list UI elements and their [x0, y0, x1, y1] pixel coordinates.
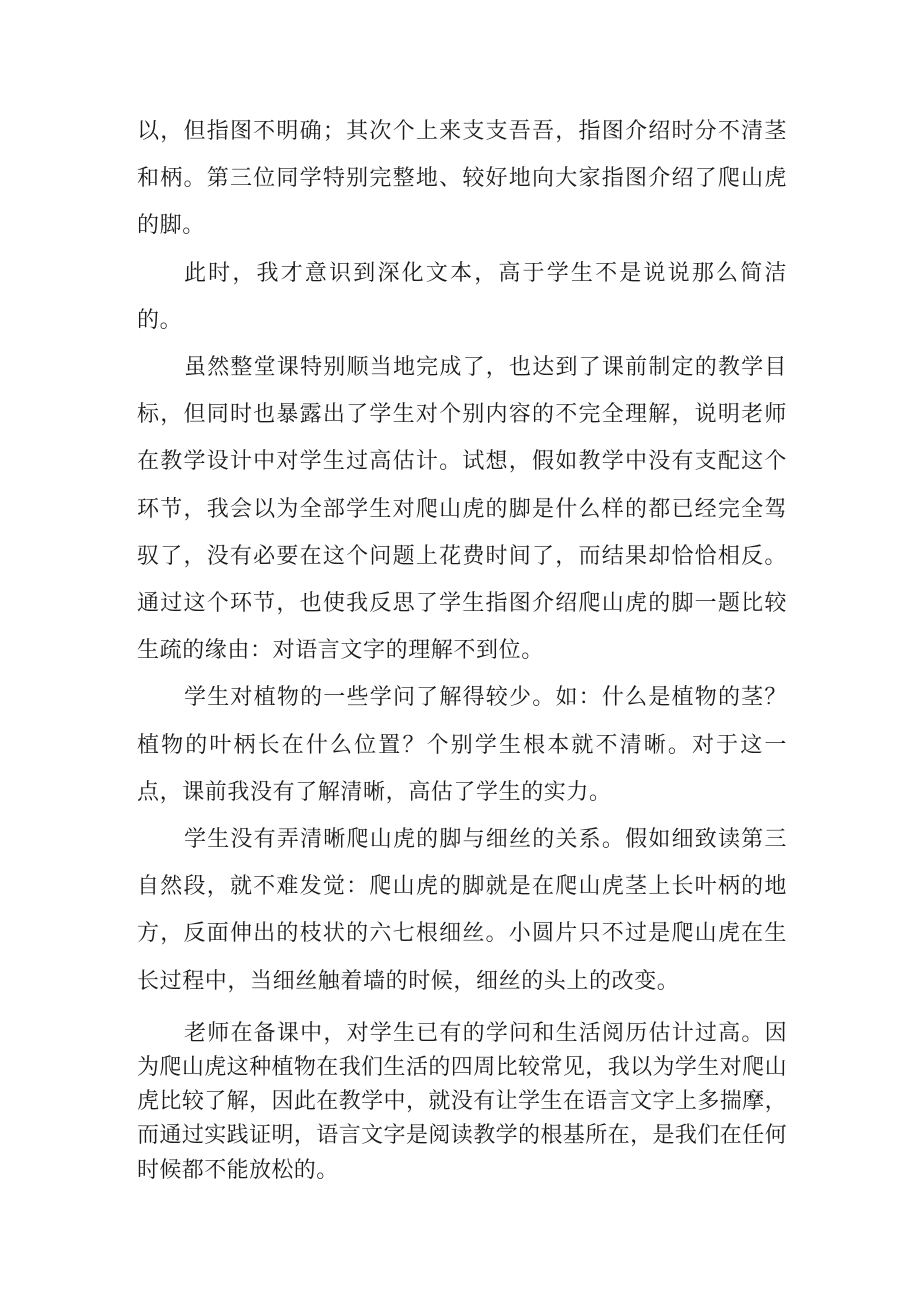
document-body	[137, 108, 787, 1188]
paragraph-closing: 老师在备课中，对学生已有的学问和生活阅历估计过高。因为爬山虎这种植物在我们生活的四周比较常见，我以为学生对爬山虎比较了解，因此在教学中，就没有让学生在语言文字上多揣摩，而通过实践证明，语言文字是阅读教学的根基所在，是我们在任何时候都不能放松的。	[137, 1020, 787, 1183]
body-text-block	[137, 108, 787, 1005]
paragraph: 虽然整堂课特别顺当地完成了，也达到了课前制定的教学目标，但同时也暴露出了学生对个别内容的不完全理解，说明老师在教学设计中对学生过高估计。试想，假如教学中没有支配这个环节，我会以为全部学生对爬山虎的脚是什么样的都已经完全驾驭了，没有必要在这个问题上花费时间了，而结果却恰恰相反。通过这个环节，也使我反思了学生指图介绍爬山虎的脚一题比较生疏的缘由：对语言文字的理解不到位。	[137, 355, 787, 664]
paragraph: 学生对植物的一些学问了解得较少。如：什么是植物的茎？植物的叶柄长在什么位置？个别学生根本就不清晰。对于这一点，课前我没有了解清晰，高估了学生的实力。	[137, 685, 787, 805]
paragraph: 学生没有弄清晰爬山虎的脚与细丝的关系。假如细致读第三自然段，就不难发觉：爬山虎的脚就是在爬山虎茎上长叶柄的地方，反面伸出的枝状的六七根细丝。小圆片只不过是爬山虎在生长过程中，当细丝触着墙的时候，细丝的头上的改变。	[137, 827, 787, 994]
paragraph-continuation: 以，但指图不明确；其次个上来支支吾吾，指图介绍时分不清茎和柄。第三位同学特别完整地、较好地向大家指图介绍了爬山虎的脚。	[137, 119, 787, 239]
paragraph: 此时，我才意识到深化文本，高于学生不是说说那么简洁的。	[137, 260, 787, 333]
closing-text-block	[137, 1017, 787, 1188]
